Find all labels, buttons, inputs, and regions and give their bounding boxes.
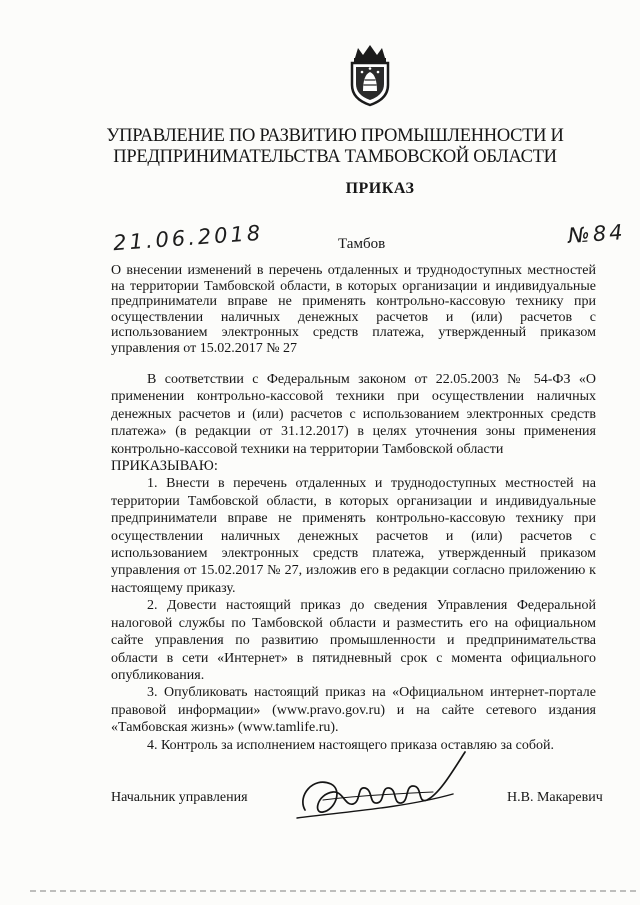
tambov-coat-of-arms-emblem xyxy=(345,43,395,107)
footer-divider xyxy=(0,886,640,898)
city-name: Тамбов xyxy=(338,236,386,252)
order-directive-word: ПРИКАЗЫВАЮ: xyxy=(111,458,218,475)
order-subject: О внесении изменений в перечень отдаленных и труднодоступных местностей на территории Тамбовской области, в которых организации и индивидуальные предприниматели вправе не применять контрольно-кассовую технику при осуществлении наличных денежных расчетов и (или) расчетов с использованием электронных средств платежа, утвержденный приказом управления от 15.02.2017 № 27 xyxy=(111,263,596,356)
signatory-name: Н.В. Макаревич xyxy=(507,790,603,805)
order-item-1: 1. Внести в перечень отдаленных и труднодоступных местностей на территории Тамбовской области, в которых организации и индивидуальные предприниматели вправе не применять контрольно-кассовую технику при осуществлении наличных денежных расчетов и (или) расчетов с использованием электронных средств платежа, утвержденный приказом управления от 15.02.2017 № 27, изложив его в редакции согласно приложению к настоящему приказу. xyxy=(111,476,596,596)
handwritten-date: 21.06.2018 xyxy=(112,220,264,256)
org-name-line-2: ПРЕДПРИНИМАТЕЛЬСТВА ТАМБОВСКОЙ ОБЛАСТИ xyxy=(113,147,557,167)
handwritten-signature xyxy=(283,746,473,832)
order-item-2: 2. Довести настоящий приказ до сведения Управления Федеральной налоговой службы по Тамбовской области и разместить его на официальном сайте управления по развитию промышленности и предпринимательства области в сети «Интернет» в пятидневный срок с момента официального опубликования. xyxy=(111,598,596,683)
issuing-authority-heading xyxy=(100,126,570,168)
preamble-paragraph: В соответствии с Федеральным законом от 22.05.2003 № 54-ФЗ «О применении контрольно-кассовой техники при осуществлении наличных денежных расчетов и (или) расчетов с использованием электронных средств платежа» (в редакции от 31.12.2017) в целях уточнения зоны применения контрольно-кассовой техники на территории Тамбовской области xyxy=(111,372,596,457)
document-type-title: ПРИКАЗ xyxy=(345,180,415,197)
order-body xyxy=(111,371,596,754)
order-item-4: 4. Контроль за исполнением настоящего приказа оставляю за собой. xyxy=(147,737,555,753)
handwritten-order-number: №84 xyxy=(567,220,627,248)
order-item-3: 3. Опубликовать настоящий приказ на «Официальном интернет-портале правовой информации» (www.pravo.gov.ru) и на сайте сетевого издания «Тамбовская жизнь» (www.tamlife.ru). xyxy=(111,685,596,736)
signatory-title: Начальник управления xyxy=(111,790,248,805)
org-name-line-1: УПРАВЛЕНИЕ ПО РАЗВИТИЮ ПРОМЫШЛЕННОСТИ И xyxy=(106,126,564,146)
